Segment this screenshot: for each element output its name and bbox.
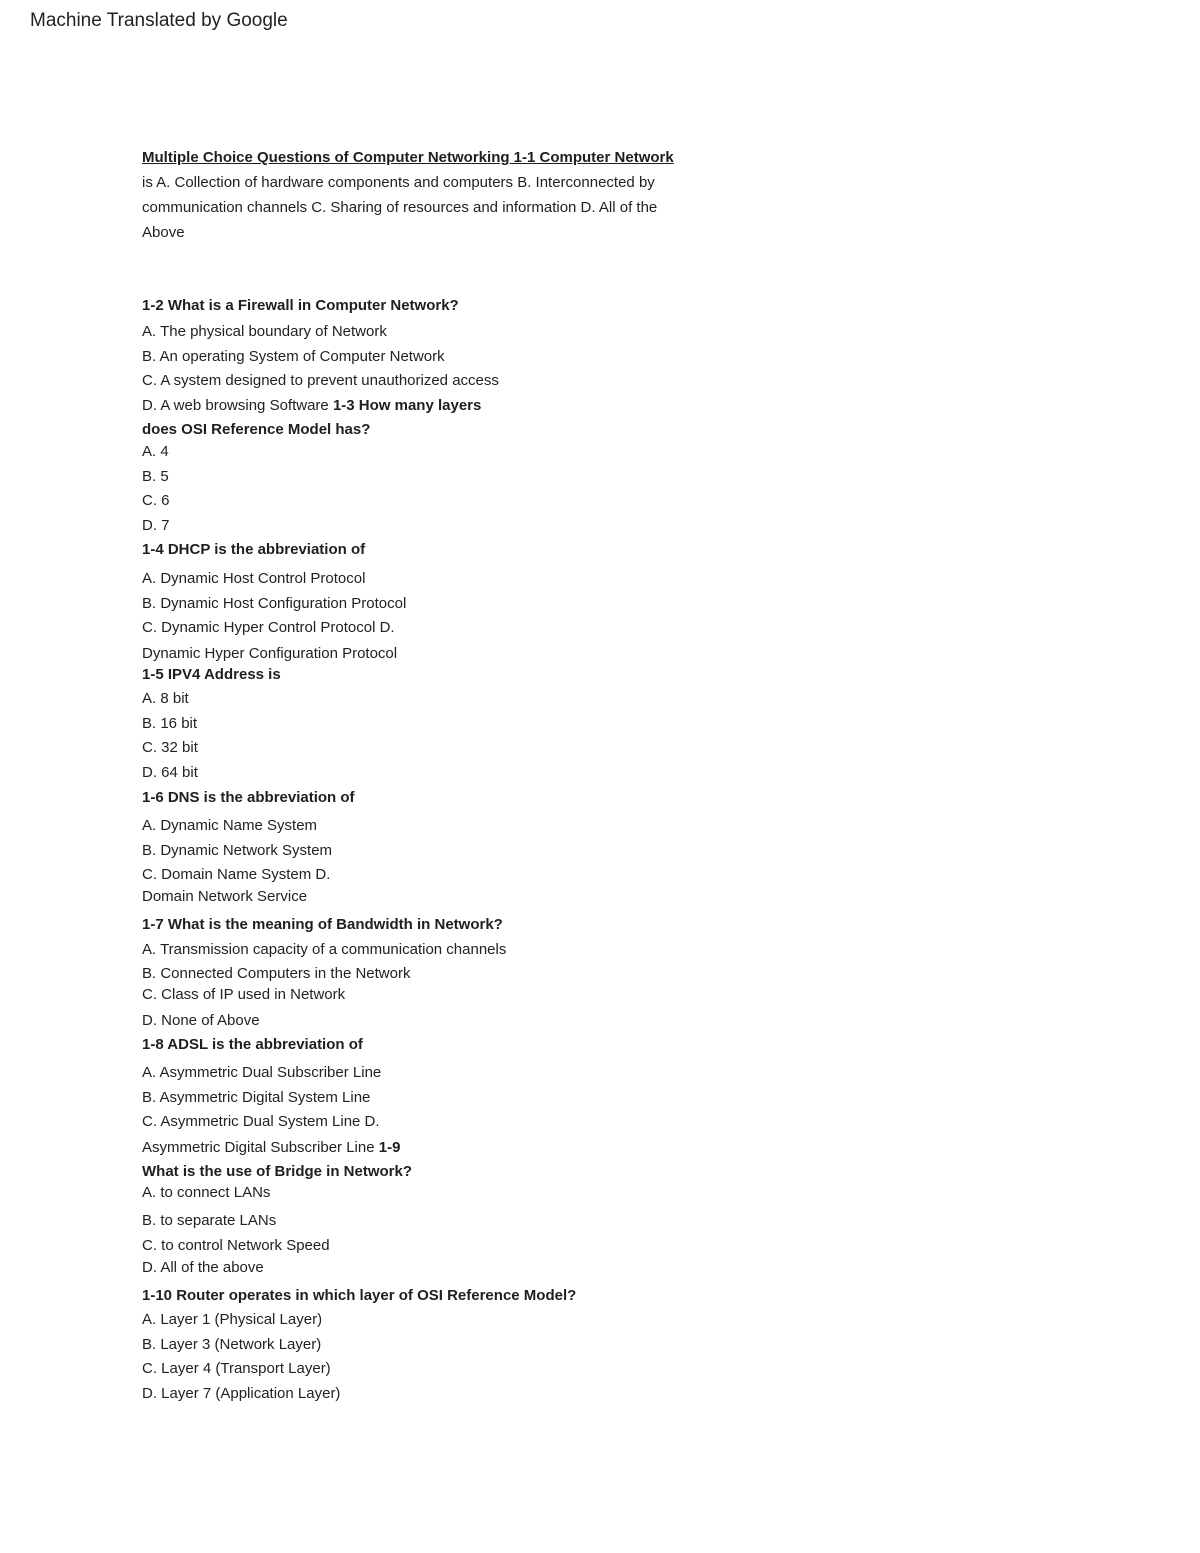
q10-option-b: B. Layer 3 (Network Layer) bbox=[142, 1336, 322, 1353]
q9-option-c: C. to control Network Speed bbox=[142, 1237, 330, 1254]
q4-option-c: C. Dynamic Hyper Control Protocol D. bbox=[142, 619, 395, 636]
q3-question-end: does OSI Reference Model has? bbox=[142, 421, 371, 438]
q4-option-d: Dynamic Hyper Configuration Protocol bbox=[142, 645, 398, 662]
q7-option-b: B. Connected Computers in the Network bbox=[142, 965, 411, 982]
q6-option-d: Domain Network Service bbox=[142, 888, 308, 905]
q8-question: 1-8 ADSL is the abbreviation of bbox=[142, 1036, 363, 1053]
q3-option-a: A. 4 bbox=[142, 443, 169, 460]
q2-option-d-line bbox=[142, 397, 481, 415]
q5-option-d: D. 64 bit bbox=[142, 764, 198, 781]
q6-option-c: C. Domain Name System D. bbox=[142, 866, 331, 883]
q8-option-d-line bbox=[142, 1139, 400, 1157]
q3-option-c: C. 6 bbox=[142, 492, 170, 509]
q4-option-a: A. Dynamic Host Control Protocol bbox=[142, 570, 366, 587]
q7-option-a: A. Transmission capacity of a communication channels bbox=[142, 941, 507, 958]
q2-question: 1-2 What is a Firewall in Computer Network? bbox=[142, 297, 459, 314]
q4-question: 1-4 DHCP is the abbreviation of bbox=[142, 541, 366, 558]
q9-option-a: A. to connect LANs bbox=[142, 1184, 271, 1201]
q5-question: 1-5 IPV4 Address is bbox=[142, 666, 281, 683]
q9-option-b: B. to separate LANs bbox=[142, 1212, 277, 1229]
machine-translation-banner: Machine Translated by Google bbox=[30, 10, 288, 31]
page-heading: Multiple Choice Questions of Computer Networking 1-1 Computer Network bbox=[142, 149, 674, 166]
q1-text-line: Above bbox=[142, 224, 185, 241]
q10-option-a: A. Layer 1 (Physical Layer) bbox=[142, 1311, 323, 1328]
q1-text-line: is A. Collection of hardware components and computers B. Interconnected by bbox=[142, 174, 655, 191]
q5-option-b: B. 16 bit bbox=[142, 715, 198, 732]
q7-question: 1-7 What is the meaning of Bandwidth in Network? bbox=[142, 916, 503, 933]
q8-option-c: C. Asymmetric Dual System Line D. bbox=[142, 1113, 380, 1130]
q2-option-b: B. An operating System of Computer Network bbox=[142, 348, 445, 365]
q6-question: 1-6 DNS is the abbreviation of bbox=[142, 789, 355, 806]
q9-question-end: What is the use of Bridge in Network? bbox=[142, 1163, 413, 1180]
q9-option-d: D. All of the above bbox=[142, 1259, 264, 1276]
q10-question: 1-10 Router operates in which layer of OSI Reference Model? bbox=[142, 1287, 577, 1304]
q1-text-line: communication channels C. Sharing of resources and information D. All of the bbox=[142, 199, 658, 216]
q3-question-start: 1-3 How many layers bbox=[332, 397, 482, 414]
q2-option-c: C. A system designed to prevent unauthorized access bbox=[142, 372, 499, 389]
q3-option-d: D. 7 bbox=[142, 517, 170, 534]
q7-option-c: C. Class of IP used in Network bbox=[142, 986, 346, 1003]
q2-option-d: D. A web browsing Software bbox=[142, 397, 329, 414]
q8-option-b: B. Asymmetric Digital System Line bbox=[142, 1089, 371, 1106]
q6-option-a: A. Dynamic Name System bbox=[142, 817, 318, 834]
q8-option-d: Asymmetric Digital Subscriber Line bbox=[142, 1139, 375, 1156]
q5-option-c: C. 32 bit bbox=[142, 739, 198, 756]
q10-option-d: D. Layer 7 (Application Layer) bbox=[142, 1385, 341, 1402]
q10-option-c: C. Layer 4 (Transport Layer) bbox=[142, 1360, 331, 1377]
q5-option-a: A. 8 bit bbox=[142, 690, 189, 707]
q4-option-b: B. Dynamic Host Configuration Protocol bbox=[142, 595, 407, 612]
q9-question-start: 1-9 bbox=[378, 1139, 401, 1156]
q8-option-a: A. Asymmetric Dual Subscriber Line bbox=[142, 1064, 382, 1081]
q2-option-a: A. The physical boundary of Network bbox=[142, 323, 387, 340]
q3-option-b: B. 5 bbox=[142, 468, 169, 485]
q7-option-d: D. None of Above bbox=[142, 1012, 260, 1029]
q6-option-b: B. Dynamic Network System bbox=[142, 842, 333, 859]
